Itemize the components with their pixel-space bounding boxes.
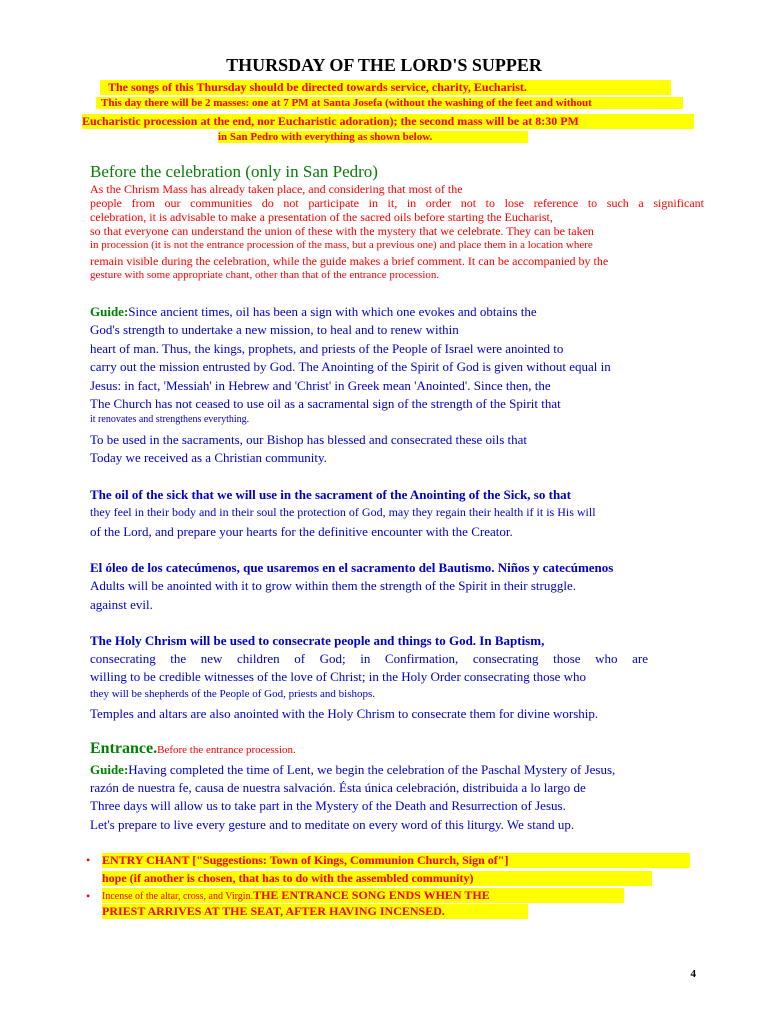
- guide-line: Jesus: in fact, 'Messiah' in Hebrew and 'Christ' in Greek mean 'Anointed'. Since then, the: [90, 378, 551, 393]
- guide-line: heart of man. Thus, the kings, prophets, and priests of the People of Israel were anointed to: [90, 341, 564, 356]
- guide-small-line: it renovates and strengthens everything.: [90, 414, 250, 425]
- before-line: people from our communities do not participate in it, in order not to lose reference to such a significant: [90, 196, 704, 210]
- oil-sick-line: they feel in their body and in their soul the protection of God, may they regain their health if it is His will: [90, 505, 596, 519]
- oleo-line: Adults will be anointed with it to grow within them the strength of the Spirit in their struggle.: [90, 578, 576, 593]
- intro-line-1: The songs of this Thursday should be directed towards service, charity, Eucharist.: [100, 80, 671, 95]
- guide-text: Having completed the time of Lent, we begin the celebration of the Paschal Mystery of Jesus,: [128, 762, 616, 777]
- guide-line: The Church has not ceased to use oil as a sacramental sign of the strength of the Spirit that: [90, 396, 561, 411]
- guide-line: carry out the mission entrusted by God. The Anointing of the Spirit of God is given without equal in: [90, 359, 611, 374]
- before-line: so that everyone can understand the union of these with the mystery that we celebrate. They can be taken: [90, 224, 594, 238]
- chrism-line: willing to be credible witnesses of the love of Christ; in the Holy Order consecrating those who: [90, 669, 587, 684]
- before-heading: Before the celebration (only in San Pedro): [90, 162, 378, 181]
- incense-line-2: PRIEST ARRIVES AT THE SEAT, AFTER HAVING INCENSED.: [102, 904, 528, 919]
- guide-label: Guide:: [90, 762, 129, 777]
- entrance-line: Three days will allow us to take part in the Mystery of the Death and Resurrection of Jesus.: [90, 798, 566, 813]
- intro-line-4: in San Pedro with everything as shown below.: [218, 131, 528, 143]
- incense-bold-text: THE ENTRANCE SONG ENDS WHEN THE: [253, 888, 490, 902]
- page-number: 4: [690, 968, 696, 980]
- guide-paragraph-first-line: [90, 304, 537, 320]
- entrance-line: razón de nuestra fe, causa de nuestra salvación. Ésta única celebración, distribuida a lo largo de: [90, 780, 586, 795]
- chrism-line: consecrating the new children of God; in Confirmation, consecrating those who are: [90, 651, 648, 666]
- oleo-heading: El óleo de los catecúmenos, que usaremos en el sacramento del Bautismo. Niños y catecúmenos: [90, 560, 614, 575]
- oil-sick-line: of the Lord, and prepare your hearts for the definitive encounter with the Creator.: [90, 524, 513, 539]
- before-line: remain visible during the celebration, while the guide makes a brief comment. It can be accompanied by the: [90, 254, 609, 268]
- intro-line-2: This day there will be 2 masses: one at 7 PM at Santa Josefa (without the washing of the feet and without: [96, 97, 683, 109]
- entrance-guide-first-line: [90, 762, 615, 778]
- entry-chant-line-1: ENTRY CHANT ["Suggestions: Town of Kings, Communion Church, Sign of"]: [102, 853, 690, 868]
- entrance-line: Let's prepare to live every gesture and to meditate on every word of this liturgy. We stand up.: [90, 817, 575, 832]
- guide-line: To be used in the sacraments, our Bishop has blessed and consecrated these oils that: [90, 432, 528, 447]
- guide-label: Guide:: [90, 304, 129, 319]
- guide-line: God's strength to undertake a new mission, to heal and to renew within: [90, 322, 459, 337]
- chrism-line: Temples and altars are also anointed with the Holy Chrism to consecrate them for divine worship.: [90, 706, 599, 721]
- bullet-symbol: •: [86, 889, 91, 903]
- entrance-note: Before the entrance procession.: [157, 744, 296, 756]
- oil-sick-heading: The oil of the sick that we will use in the sacrament of the Anointing of the Sick, so that: [90, 487, 571, 502]
- page-title: THURSDAY OF THE LORD'S SUPPER: [226, 55, 542, 75]
- entry-chant-line-2: hope (if another is chosen, that has to do with the assembled community): [102, 871, 652, 886]
- entrance-heading-line: [90, 740, 296, 758]
- intro-line-3: Eucharistic procession at the end, nor Eucharistic adoration); the second mass will be at 8:30 PM: [82, 114, 694, 129]
- guide-line: Today we received as a Christian community.: [90, 450, 327, 465]
- before-line: gesture with some appropriate chant, other than that of the entrance procession.: [90, 269, 440, 281]
- incense-line-1: [102, 888, 624, 903]
- before-line: in procession (it is not the entrance procession of the mass, but a previous one) and place them in a location where: [90, 239, 593, 251]
- chrism-line: they will be shepherds of the People of God, priests and bishops.: [90, 688, 376, 700]
- before-line: As the Chrism Mass has already taken place, and considering that most of the: [90, 182, 463, 196]
- guide-text: Since ancient times, oil has been a sign with which one evokes and obtains the: [128, 304, 537, 319]
- oleo-line: against evil.: [90, 597, 153, 612]
- before-line: celebration, it is advisable to make a presentation of the sacred oils before starting the Eucharist,: [90, 210, 553, 224]
- incense-text: Incense of the altar, cross, and Virgin.: [102, 891, 254, 902]
- chrism-heading: The Holy Chrism will be used to consecrate people and things to God. In Baptism,: [90, 633, 545, 648]
- bullet-symbol: •: [86, 853, 91, 867]
- entrance-heading: Entrance.: [90, 740, 158, 757]
